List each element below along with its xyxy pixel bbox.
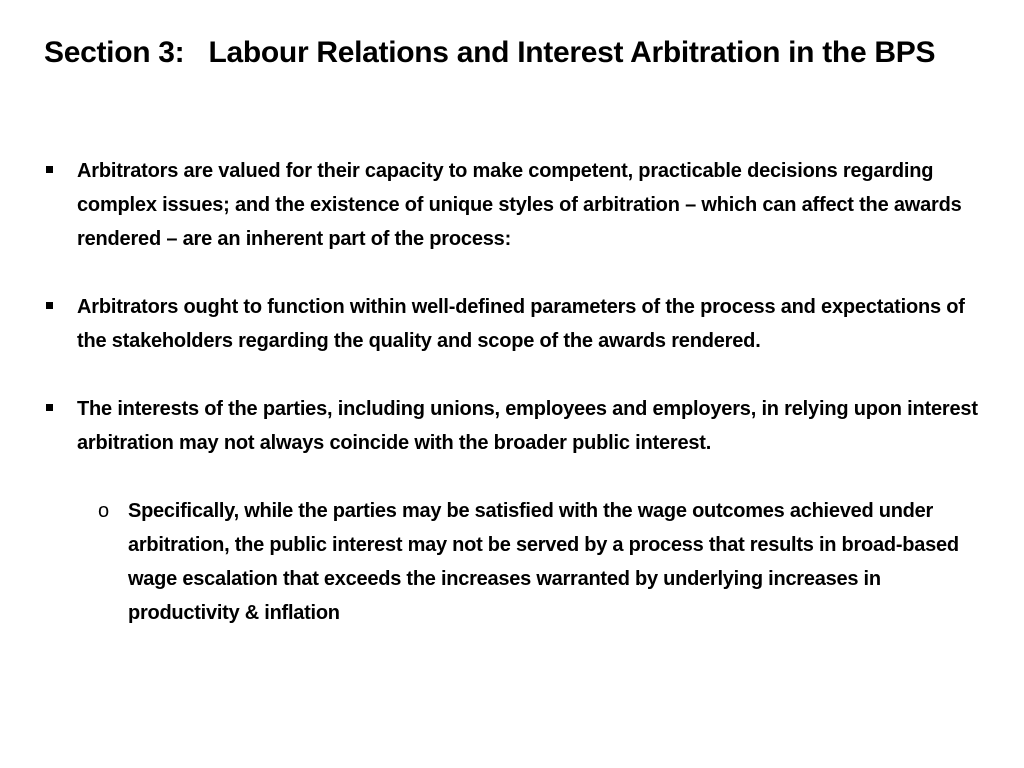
square-bullet-icon	[46, 404, 53, 411]
square-bullet-icon	[46, 302, 53, 309]
slide-title: Section 3: Labour Relations and Interest Arbitration in the BPS	[44, 36, 936, 69]
circle-bullet-icon: o	[98, 500, 109, 522]
bullet-list	[44, 154, 984, 630]
sub-bullet-text: Specifically, while the parties may be satisfied with the wage outcomes achieved under arbitration, the public interest may not be served by a process that results in broad-based wage escalation that exceeds the increases warranted by underlying increases in productivity & inflation	[128, 500, 959, 624]
bullet-item	[44, 392, 984, 460]
sub-bullet-item	[96, 494, 984, 630]
bullet-text: The interests of the parties, including unions, employees and employers, in relying upon interest arbitration may not always coincide with the broader public interest.	[77, 398, 978, 454]
square-bullet-icon	[46, 166, 53, 173]
bullet-text: Arbitrators ought to function within well-defined parameters of the process and expectations of the stakeholders regarding the quality and scope of the awards rendered.	[77, 296, 965, 352]
bullet-item	[44, 154, 984, 256]
bullet-text: Arbitrators are valued for their capacity to make competent, practicable decisions regarding complex issues; and the existence of unique styles of arbitration – which can affect the awards rendered – are an inherent part of the process:	[77, 160, 962, 250]
bullet-item	[44, 290, 984, 358]
